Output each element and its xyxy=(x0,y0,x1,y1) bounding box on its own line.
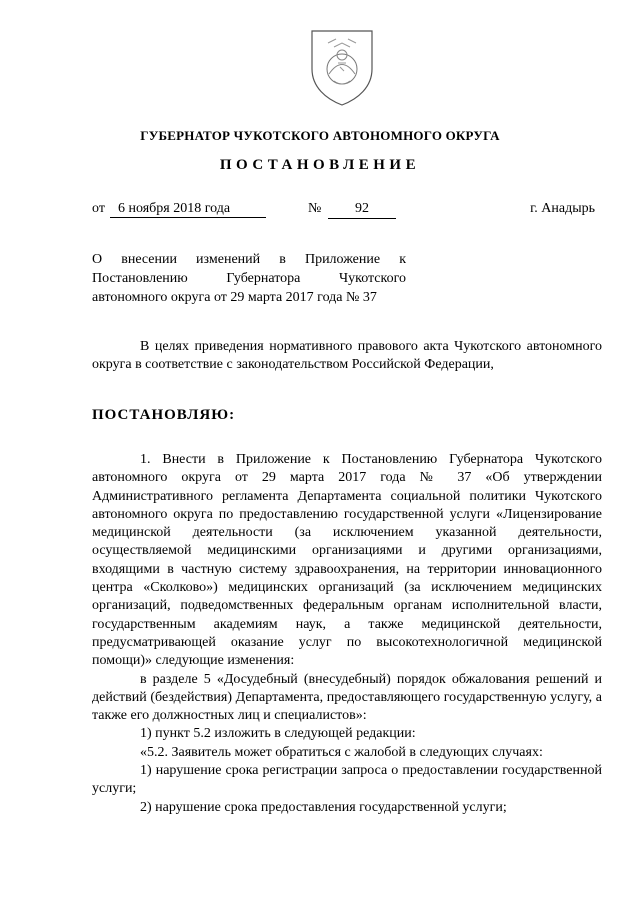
section-paragraph: в разделе 5 «Досудебный (внесудебный) порядок обжалования решений и действий (бездействия) Департамента, предоставляющего государственную услугу, а также его должностных лиц и специалистов»: xyxy=(92,671,602,724)
point-1-paragraph: 1) пункт 5.2 изложить в следующей редакции: xyxy=(140,726,416,742)
governor-title: ГУБЕРНАТОР ЧУКОТСКОГО АВТОНОМНОГО ОКРУГА xyxy=(140,128,500,143)
item-1-paragraph: 1. Внести в Приложение к Постановлению Губернатора Чукотского автономного округа от 29 марта 2017 года № 37 «Об утверждении Административного регламента Департамента социальной политики Чукотского автономного округа по предоставлению государственной услуги «Лицензирование медицинской деятельности (за исключением указанной деятельности, осуществляемой медицинскими организациями и другими организациями, входящими в частную систему здравоохранения, на территории инновационного центра «Сколково») медицинских организаций (за исключением медицинских организаций, подведомственных федеральным органам исполнительной власти, государственным академиям наук, а также медицинской деятельности, предусматривающей оказание услуг по высокотехнологичной медицинской помощи)» следующие изменения: xyxy=(92,452,602,669)
decree-number: 92 xyxy=(328,201,396,219)
number-label: № xyxy=(308,201,322,216)
coat-of-arms-emblem xyxy=(304,25,380,107)
purpose-text: В целях приведения нормативного правового акта Чукотского автономного округа в соответствие с законодательством Российской Федерации, xyxy=(92,339,602,373)
case-2-paragraph: 2) нарушение срока предоставления государственной услуги; xyxy=(140,799,507,815)
subject-line: автономного округа от 29 марта 2017 года № 37 xyxy=(92,290,377,305)
decree-date: 6 ноября 2018 года xyxy=(110,201,266,218)
case-1-paragraph: 1) нарушение срока регистрации запроса о предоставлении государственной услуги; xyxy=(92,763,602,797)
decree-subject xyxy=(92,250,406,307)
document-type-title: ПОСТАНОВЛЕНИЕ xyxy=(219,157,421,173)
dateline xyxy=(92,201,595,221)
subject-line: О внесении изменений в Приложение к xyxy=(92,252,406,267)
city-name: г. Анадырь xyxy=(530,201,595,216)
purpose-paragraph xyxy=(92,338,602,375)
subject-line: Постановлению Губернатора Чукотского xyxy=(92,271,406,286)
decree-body xyxy=(92,451,602,817)
resolve-heading: ПОСТАНОВЛЯЮ: xyxy=(92,407,236,423)
point-5-2-paragraph: «5.2. Заявитель может обратиться с жалобой в следующих случаях: xyxy=(140,744,543,760)
from-label: от xyxy=(92,201,105,216)
